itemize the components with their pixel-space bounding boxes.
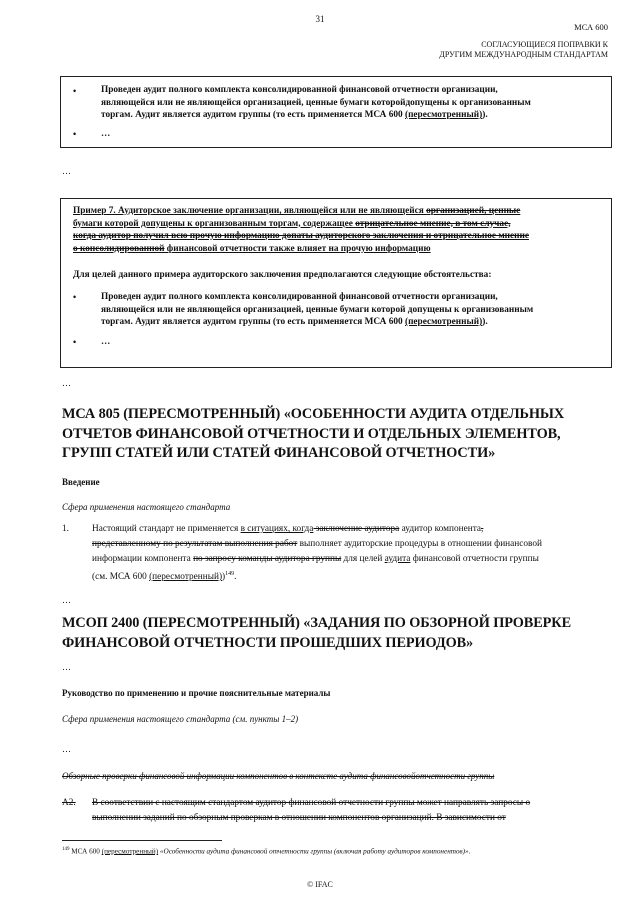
underlined-insertion: аудита bbox=[384, 554, 411, 564]
text-run: аудитор компонента bbox=[399, 524, 482, 534]
underlined-insertion: Пример 7. Аудиторское заключение организации, являющейся или не являющейся bbox=[73, 206, 427, 216]
underlined-insertion: финансовой отчетности также влияет на прочую информацию bbox=[164, 243, 431, 254]
struck-insertion: когда аудитор получил всю прочую информацию допаты аудиторского заключения и отрицательное мнение bbox=[73, 231, 529, 241]
running-header bbox=[439, 40, 608, 60]
isre2400-title bbox=[62, 614, 612, 653]
running-header-line2: ДРУГИМ МЕЖДУНАРОДНЫМ СТАНДАРТАМ bbox=[439, 50, 608, 59]
text-run: для целей bbox=[341, 554, 385, 564]
box1-bullet-2: … bbox=[101, 129, 111, 139]
isa805-paragraph-1 bbox=[92, 522, 612, 585]
paragraph-number: А2. bbox=[62, 798, 76, 808]
running-header-line1: СОГЛАСУЮЩИЕСЯ ПОПРАВКИ К bbox=[481, 40, 608, 49]
struck-deletion: выполнении заданий по обзорным проверкам в отношении компонентов организаций. В зависимости от bbox=[92, 813, 506, 823]
underlined-insertion: (пересмотренный) bbox=[404, 110, 483, 120]
footnote-divider bbox=[62, 840, 222, 841]
ellipsis: … bbox=[62, 662, 71, 672]
example-intro: Для целей данного примера аудиторского заключения предполагаются следующие обстоятельства: bbox=[73, 270, 492, 280]
text-run: (см. МСА 600 bbox=[92, 572, 150, 583]
title-line: МСОП 2400 (ПЕРЕСМОТРЕННЫЙ) «ЗАДАНИЯ ПО ОБЗОРНОЙ ПРОВЕРКЕ bbox=[62, 615, 572, 631]
struck-insertion: организацией, ценные bbox=[426, 206, 521, 216]
scope-heading: Сфера применения настоящего стандарта bbox=[62, 502, 231, 512]
footnote bbox=[62, 847, 470, 855]
underlined-insertion: (пересмотренный) bbox=[404, 317, 483, 327]
text-line: торгам. Аудит является аудитом группы (то есть применяется МСА 600 bbox=[101, 317, 405, 327]
text-run: информации компонента bbox=[92, 554, 194, 564]
struck-insertion: отрицательное мнение, в том случае, bbox=[355, 218, 511, 229]
underlined-insertion: (пересмотренный) bbox=[101, 847, 159, 856]
struck-insertion: о консолидированной bbox=[73, 243, 165, 254]
text-line: Проведен аудит полного комплекта консолидированной финансовой отчетности организации, bbox=[101, 292, 498, 302]
underlined-insertion: (пересмотренный) bbox=[149, 572, 223, 583]
example-box-1 bbox=[60, 76, 612, 148]
bullet-marker: • bbox=[73, 86, 77, 96]
text-run: ) bbox=[222, 572, 226, 583]
underlined-insertion: в ситуациях, когда bbox=[240, 524, 314, 534]
footnote-ref[interactable]: 149 bbox=[225, 571, 235, 577]
box1-bullet-1 bbox=[101, 84, 601, 122]
footnote-number: 149 bbox=[62, 847, 70, 852]
isa805-title bbox=[62, 405, 612, 464]
ellipsis: … bbox=[62, 166, 71, 176]
text-line: ). bbox=[482, 317, 488, 327]
text-run: . bbox=[234, 572, 237, 583]
page-number: 31 bbox=[315, 14, 325, 24]
guidance-heading: Руководство по применению и прочие пояснительные материалы bbox=[62, 688, 331, 698]
box2-bullet-2: … bbox=[101, 337, 111, 347]
ellipsis: … bbox=[62, 378, 71, 388]
ellipsis: … bbox=[62, 744, 71, 754]
struck-deletion: заключение аудитора bbox=[313, 524, 400, 534]
text-run: «Особенности аудита финансовой отчетности группы (включая работу аудиторов компонентов)». bbox=[158, 847, 471, 856]
ellipsis: … bbox=[62, 595, 71, 605]
example-7-title bbox=[73, 205, 603, 255]
box2-bullet-1 bbox=[101, 291, 601, 329]
text-line: являющейся или не являющейся организацией, ценные бумаги которой допущены к организованным bbox=[101, 304, 534, 315]
bullet-marker: • bbox=[73, 292, 77, 302]
text-run: выполняет аудиторские процедуры в отношении финансовой bbox=[297, 539, 542, 549]
struck-deletion: В соответствии с настоящим стандартом аудитор финансовой отчетности группы может направлять запросы о bbox=[92, 798, 531, 808]
text-run: финансовой отчетности группы bbox=[410, 554, 539, 564]
scope-heading: Сфера применения настоящего стандарта (см. пункты 1–2) bbox=[62, 714, 299, 724]
struck-heading: Обзорные проверки финансовой информации компонентов в контексте аудита финансовойотчетности группы bbox=[62, 771, 495, 781]
text-line: Проведен аудит полного комплекта консолидированной финансовой отчетности организации, bbox=[101, 85, 498, 95]
text-line: ). bbox=[482, 110, 488, 120]
underlined-insertion: бумаги которой допущены к организованным торгам, содержащее bbox=[73, 218, 356, 229]
standard-code: МСА 600 bbox=[574, 22, 608, 32]
bullet-marker: • bbox=[73, 129, 77, 139]
intro-heading: Введение bbox=[62, 477, 100, 487]
text-line: являющейся или не являющейся организацией, ценные бумаги которойдопущены к организованным bbox=[101, 97, 531, 108]
title-line: МСА 805 (ПЕРЕСМОТРЕННЫЙ) «ОСОБЕННОСТИ АУДИТА ОТДЕЛЬНЫХ bbox=[62, 406, 565, 422]
text-run: МСА 600 bbox=[69, 847, 102, 856]
struck-deletion: по запросу команды аудитора группы bbox=[193, 554, 342, 564]
text-run: Настоящий стандарт не применяется bbox=[92, 524, 241, 534]
isre2400-paragraph-a2 bbox=[92, 796, 612, 826]
struck-deletion: представленному по результатам выполнения работ bbox=[92, 539, 298, 549]
title-line: ГРУПП СТАТЕЙ ИЛИ СТАТЕЙ ФИНАНСОВОЙ ОТЧЕТНОСТИ» bbox=[62, 445, 496, 461]
bullet-marker: • bbox=[73, 337, 77, 347]
paragraph-number: 1. bbox=[62, 524, 69, 534]
title-line: ФИНАНСОВОЙ ОТЧЕТНОСТИ ПРОШЕДШИХ ПЕРИОДОВ» bbox=[62, 634, 474, 651]
struck-deletion: , bbox=[481, 524, 484, 534]
copyright-footer: © IFAC bbox=[307, 880, 333, 889]
title-line: ОТЧЕТОВ ФИНАНСОВОЙ ОТЧЕТНОСТИ И ОТДЕЛЬНЫХ ЭЛЕМЕНТОВ, bbox=[62, 425, 561, 442]
example-box-2 bbox=[60, 198, 612, 368]
text-line: торгам. Аудит является аудитом группы (то есть применяется МСА 600 bbox=[101, 110, 405, 120]
